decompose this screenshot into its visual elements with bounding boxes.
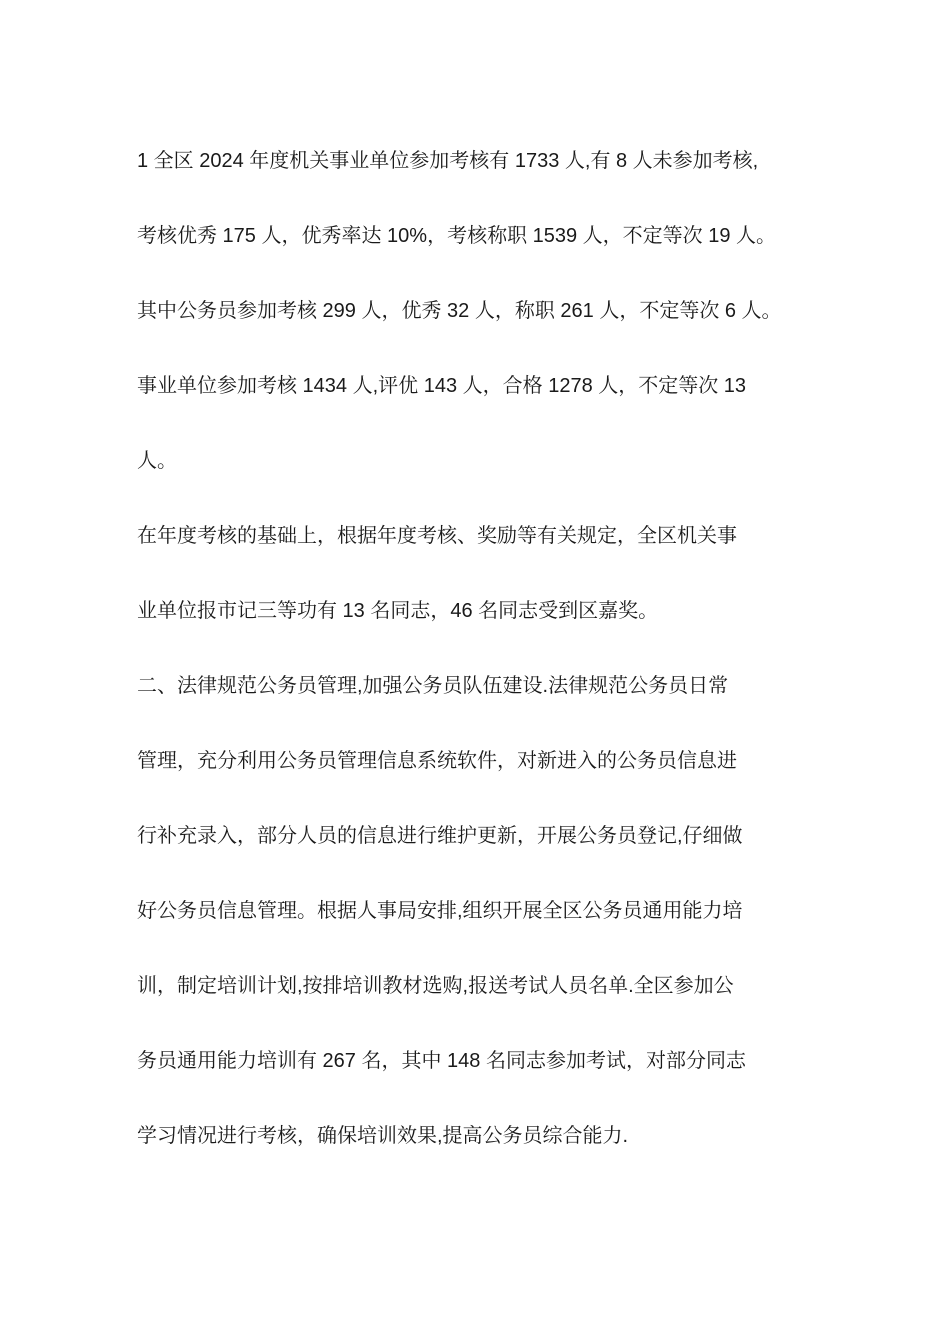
text-line: 业单位报市记三等功有 13 名同志，46 名同志受到区嘉奖。 (137, 600, 659, 622)
text-line: 人。 (137, 450, 177, 472)
text-line: 好公务员信息管理。根据人事局安排,组织开展全区公务员通用能力培 (137, 900, 743, 922)
text-line: 1 全区 2024 年度机关事业单位参加考核有 1733 人,有 8 人未参加考核, (137, 150, 759, 172)
text-line: 行补充录入，部分人员的信息进行维护更新，开展公务员登记,仔细做 (137, 825, 743, 847)
text-line: 考核优秀 175 人，优秀率达 10%，考核称职 1539 人，不定等次 19 人。 (137, 225, 777, 247)
text-line: 管理，充分利用公务员管理信息系统软件，对新进入的公务员信息进 (137, 750, 737, 772)
text-line: 学习情况进行考核，确保培训效果,提高公务员综合能力. (137, 1125, 629, 1147)
text-line: 二、法律规范公务员管理,加强公务员队伍建设.法律规范公务员日常 (137, 675, 729, 697)
text-line: 在年度考核的基础上，根据年度考核、奖励等有关规定，全区机关事 (137, 525, 737, 547)
text-line: 事业单位参加考核 1434 人,评优 143 人，合格 1278 人，不定等次 13 (137, 375, 747, 397)
text-line: 其中公务员参加考核 299 人，优秀 32 人，称职 261 人，不定等次 6 人。 (137, 300, 782, 322)
text-line: 务员通用能力培训有 267 名，其中 148 名同志参加考试，对部分同志 (137, 1050, 746, 1072)
text-line: 训，制定培训计划,按排培训教材选购,报送考试人员名单.全区参加公 (137, 975, 734, 997)
